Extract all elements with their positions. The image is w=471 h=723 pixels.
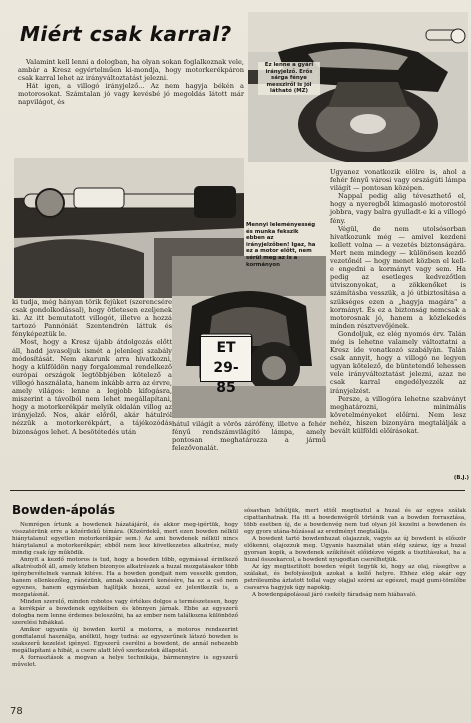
- bowden-column-1: [12, 522, 238, 669]
- bowden-col1-p3: Minden szerelő, minden robotos vagy értékes dolgos a természetesen, hogy a kerékpár a bowdenek egyikében és könnyen járnak. Ebbe az egyszerű dologba nem lenne érdemes beleszólni, ha az ember nem találkozna különböző szerelési hibákkal.: [12, 599, 238, 626]
- intro-paragraph-2: Hát igen, a villogó irányjelző... Az nem hagyja békén a motorosokat. Számtalan jó vagy kevésbé jó megoldás látott már napvilágot, és: [18, 82, 244, 107]
- section-title-bowden: Bowden-ápolás: [12, 503, 116, 517]
- bowden-col2-p4: A bowdenpápolással járó csekély fáradság nem hiábavaló.: [252, 592, 417, 598]
- column-1-continued: [12, 298, 172, 436]
- bowden-col1-p1: Nemrégen írtunk a bowdenek házatájáról, és akkor meg-igértük, hogy visszatérünk erre a közérdekű témára. (Közérdekű, mert ezen bowden nélkül hiánytalanul egyetlen motorkerékpár sem.) Az ami bowdenek nélkül nincs hiánytalanul a motorkerékpár; ebből nem lesz következetes alkatrész, mely mindig csak így működik.: [12, 522, 238, 556]
- bowden-col2-p2: A bowdent tartó bowdenhuzat olajazzuk, vagyis az új bowdent is először előkenni, olajozzuk meg. Ugyanis használat után elég száraz, így a huzal gyorsan kopik, a bowdenek szűkítését előidézve végzik a tisztításukat, ha a huzal összekarcol, a bowdent nyugodtan cserélhetjük.: [244, 536, 466, 563]
- intro-column: [18, 58, 244, 107]
- col3-paragraph-2: Nappal pedig alig téveszthető el, hogy a nyeregből kimagasló motorostól jobbra, vagy balra gyulladt-e ki a villogó fény.: [330, 192, 466, 225]
- bowden-col2-p3: Az így megtisztított bowden végét tegyük ki, hogy az olaj, rásegítve a szálakat, és befolyásoljuk azokat a kellő helyre. Ehhez elég akár egy petróleumba áztatott tollal vagy olajjal szórni az egészet, majd gumi-tömlőbe csavarva hagyjuk úgy napokig.: [244, 564, 466, 591]
- col1-paragraph-2: Most, hogy a Kresz újabb átdolgozás előtt áll, hadd javasoljuk ismét a jelenlegi szabály módosítását. Nem akarunk arra hivatkozni, hogy a külföldön nagy forgalommal rendelkező európai országok legtöbbjében kötelező a villogó használata, hanem inkább arra az érvre, amely világos: lenne a legjobb kifogásra, miszerint a távolból nem lehet megállapítani, hogy a motorkerékpár melyik oldalán villog az irányjelző. Nos, akár előről, akár hátulról nézzük a motorkerékpárt, a tájékozódás bizonságos lehet. A besötétedés után: [12, 338, 172, 436]
- article-title: Miért csak karral?: [20, 22, 232, 46]
- plate-text: ET 29-85: [213, 340, 239, 396]
- intro-paragraph: Valamint kell lenni a dologban, ha olyan sokan foglalkoznak vele, ambár a Kresz egyértelműen ki-mondja, hogy motorkerékpáron csak karral lehet az irányváltoztatást jelezni.: [18, 58, 244, 83]
- bowden-column-2: [244, 508, 466, 599]
- caption-middle-photo: Mennyi leleményesség és munka fekszik ebben az irányjelzőben! Igaz, ha ez a motor előtt, nem sérül meg az is a kormányon: [246, 222, 316, 268]
- section-divider: [10, 490, 465, 491]
- column-3: [330, 168, 466, 435]
- bowden-col1-p5: A forrasztások a megvan a helye technikája, bármennyire is egyszerű művelet.: [12, 655, 238, 668]
- col2-continued-paragraph: hátul világít a vörös zárófény, illetve a fehér fényű rendszámvilágító lámpa, amely pontosan meghatározza a jármű felezővonalát.: [172, 420, 326, 453]
- bowden-col2-p1: sósavban lehűtjük, mert ettől megtisztul a huzal és az egyes szálak cipattanhatnak. Ha itt a bowdenvégről történik van a bowden forrasztása, több esetben új, de a bowdenvég nem tud olyan jól kezelni a bowdenen és egy gyors utána-húzással az eredményt megtalálja.: [244, 508, 466, 535]
- bowden-col1-p2: Annyit a kezdő motoros is tud, hogy a bowden több, egymással érintkező alkatrészből áll, amely közben bizonyos alkatrészek a huzal mozgatásakor több igénybevételnek vannak kitéve. Ha a bowden gondjait nem vesszük gondon, hanem ellenkezőleg, ránézünk, annak szakszerű kenésére, ha ez a cső nem egyenes, hanem egymásban hajlítják hozzá, azzal ez jelentkezik is, a mozgatásnál.: [12, 557, 238, 598]
- author-tag: (B.J.): [453, 475, 469, 481]
- col3-paragraph-3: Végül, de nem utolsósorban hivatkozunk még — amivel kezdeni kellett volna — a vezetés biztonságára. Mert nem mindegy — különösen kezdő vezetőnél — hogy menet közben el kell-e engedni a kormányt vagy sem. Ha pedig az esetleges kedvezőtlen útviszonyokat, a zökkenőket is számításba vesszük, a jó útbiztosítása a szükséges ezen a „hagyja magára" a kormányt. És ez a biztonság nemcsak a motorosnak jó, hanem a közlekedés minden résztvevőjének.: [330, 224, 466, 330]
- col3-paragraph-4: Gondoljuk, ez elég nyomós érv. Talán még is lehetne valamely változtatni a Kresz ide vonatkozó szabályán. Talán csak annyit, hogy a villogó ne legyen ugyan kötelező, de büntetendő lehessen vele irányváltoztatást jelezni, azaz ne csak karral engedélyezzék az irányjelzést.: [330, 329, 466, 395]
- col3-paragraph-5: Persze, a villogóra lehetne szabványt meghatározni, minimális követelményeket előírni. Nem lesz nehéz, hiszen bizonyára megtalálják a bevált külföldi előírásokat.: [330, 394, 466, 435]
- license-plate: [200, 336, 252, 396]
- column-2-continued: [172, 420, 326, 452]
- col1-continued-paragraph: ki tudja, még hányan törik fejüket (szerencsére csak gondolkodással), hogy ötletesen ezeljenek ki. Az itt bemutatott villogót, illetve a hozzá tartozó Pannóniát Szentendrén láttuk és fényképeztük le.: [12, 298, 172, 339]
- col3-paragraph-1: Ugyanez vonatkozik elölre is, ahol a fehér fényű városi vagy országúti lámpa világít — pontosan középen.: [330, 168, 466, 193]
- page-number: 78: [10, 706, 23, 717]
- caption-top-photo: Ez lenne a gyári irányjelző. Erős sárga fénye messziről is jól látható (MZ): [258, 62, 320, 95]
- bowden-col1-p4: Amikor ugyanis új bowden kerül a motorra, a motoros rendszerint gondtalanul használja, anélkül, hogy tudná: az egyszerűnek látszó bowden is szakszerű kezelést igényel. Egyszerű cserélni a bowdent, de annál nehezebb megállapítani a hibát, a csere alatt lévő szerkezetek állapotát.: [12, 627, 238, 654]
